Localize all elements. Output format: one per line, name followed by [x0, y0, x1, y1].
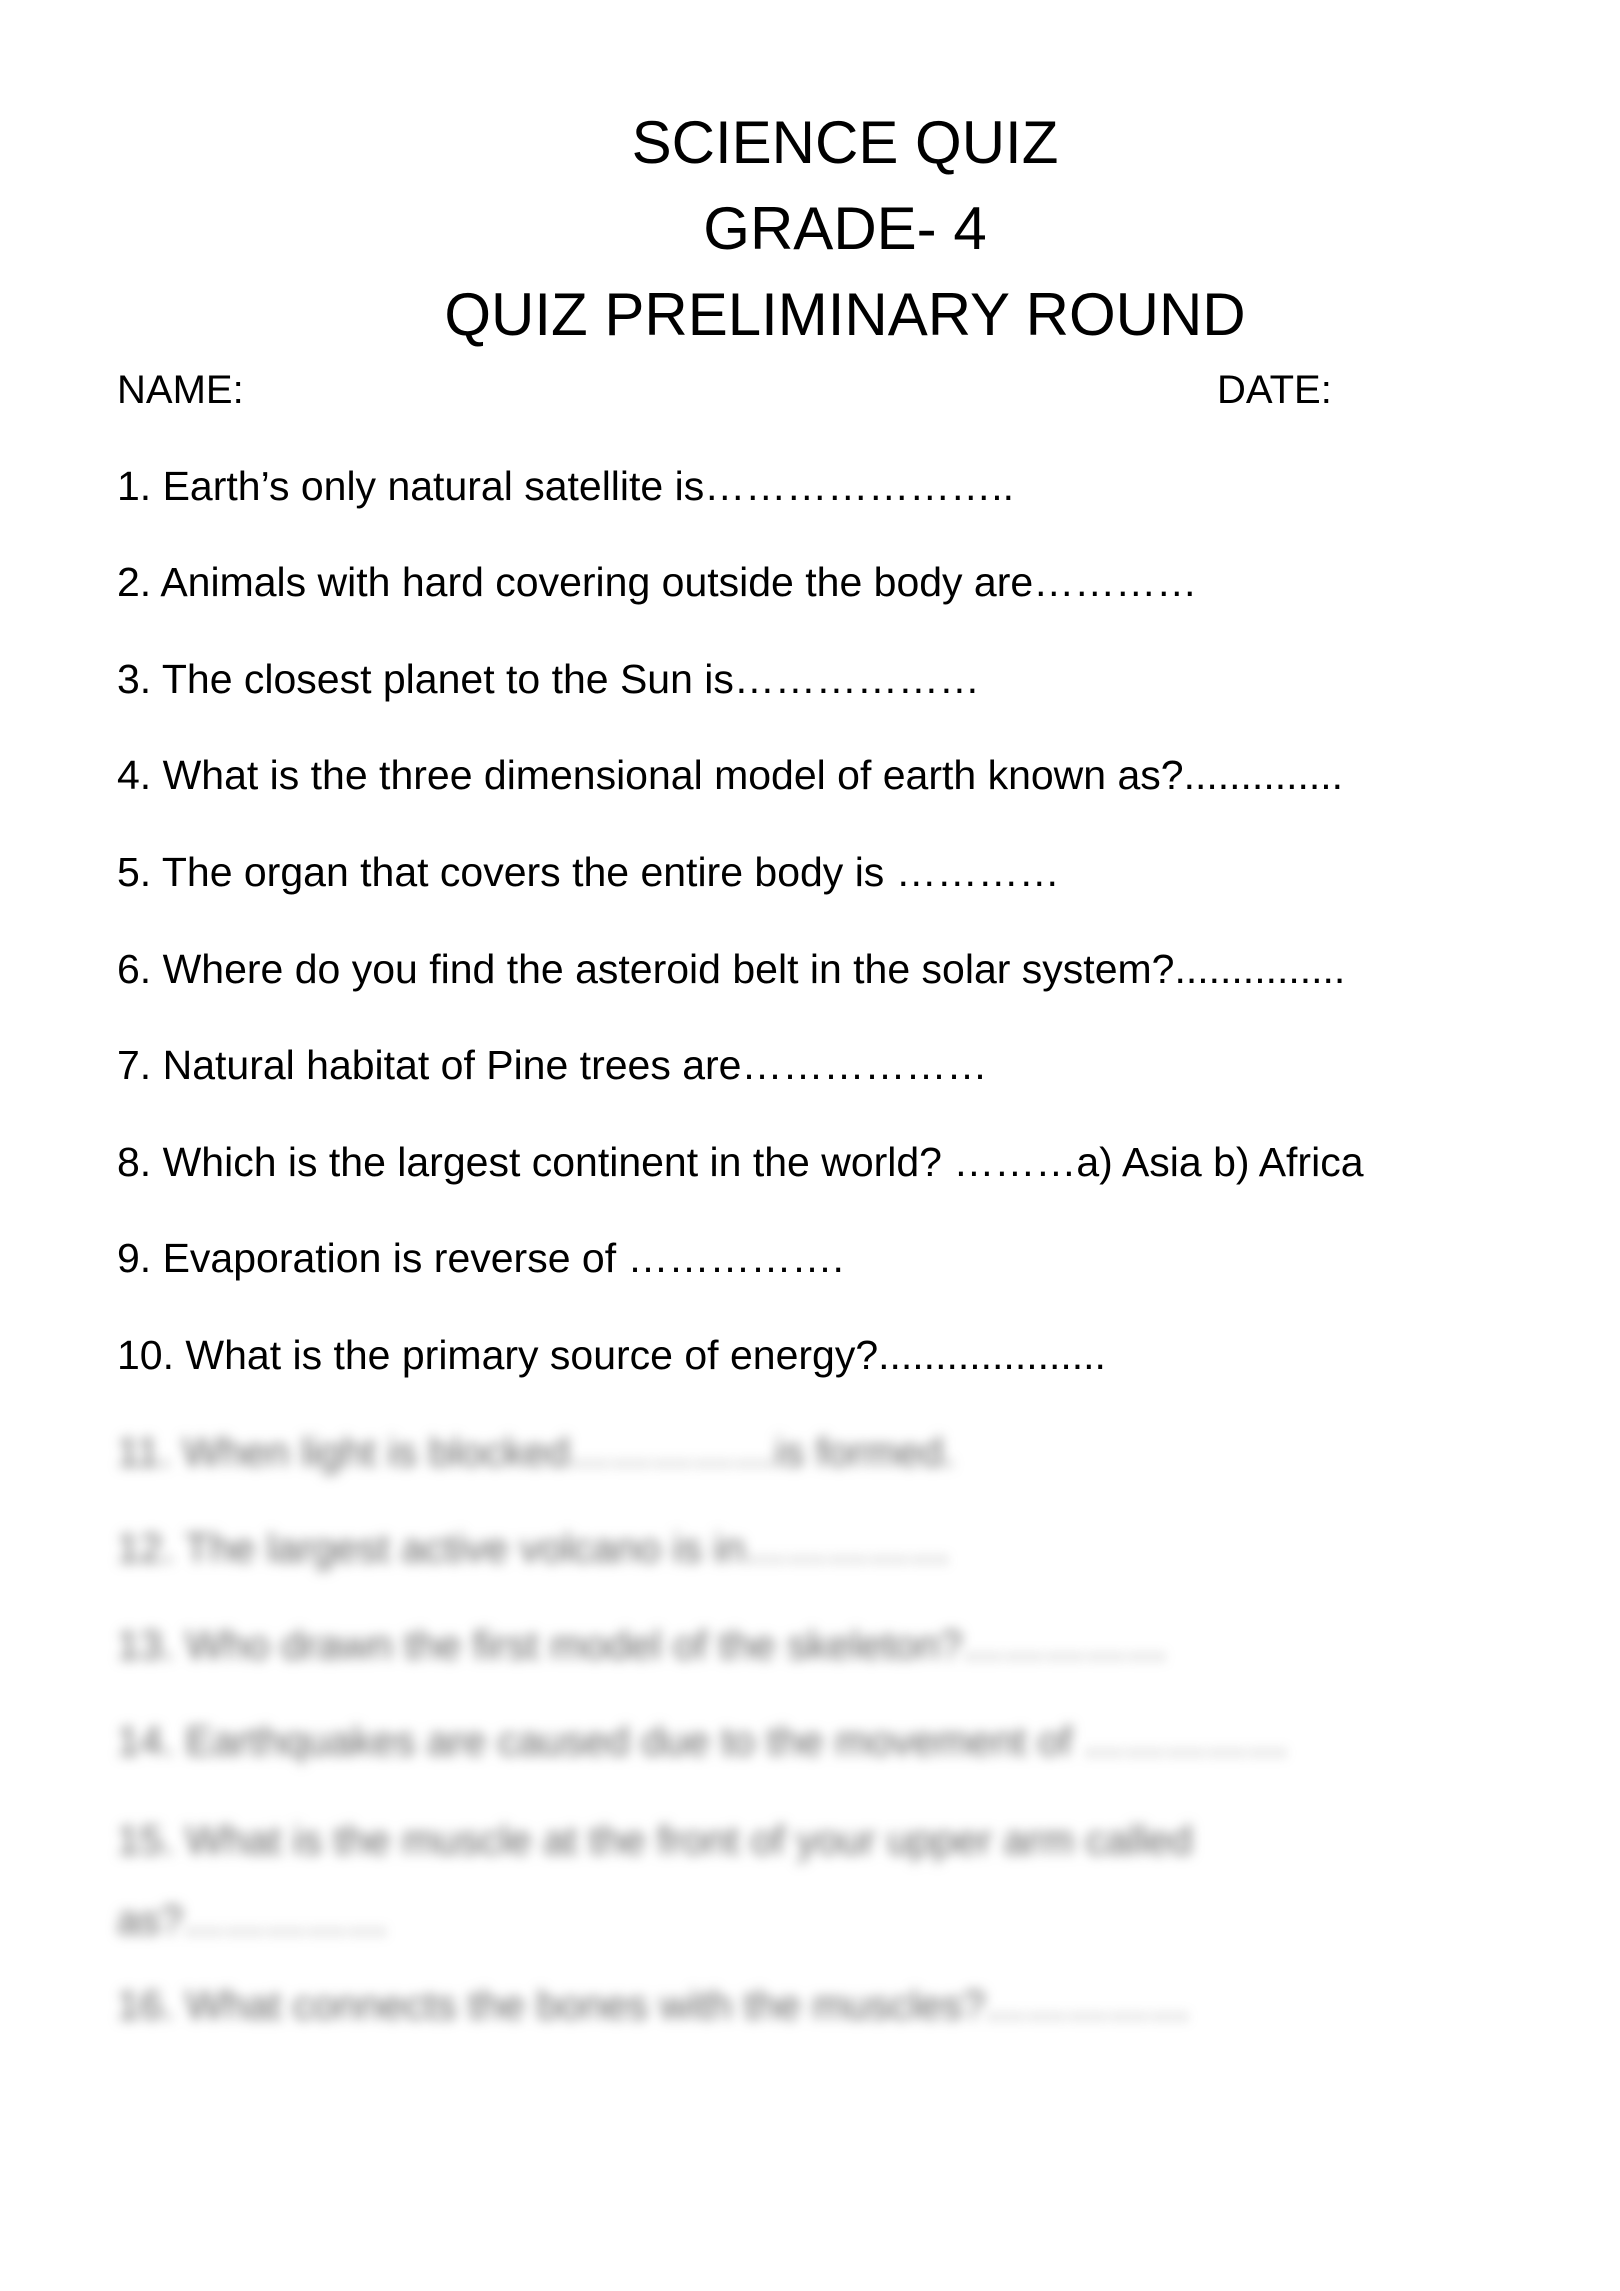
- quiz-title: SCIENCE QUIZ: [631, 109, 1059, 176]
- title-block: [0, 100, 1620, 358]
- question-13: 13. Who drawn the first model of the skeleton?……………: [117, 1622, 1168, 1668]
- question-14: 14. Earthquakes are caused due to the movement of ……………: [117, 1718, 1289, 1764]
- question-16: 16. What connects the bones with the muscles?……………: [117, 1982, 1191, 2028]
- question-7: 7. Natural habitat of Pine trees are………………: [117, 1042, 988, 1088]
- question-5: 5. The organ that covers the entire body is …………: [117, 849, 1060, 895]
- question-10: 10. What is the primary source of energy?....................: [117, 1332, 1106, 1378]
- question-12: 12. The largest active volcano is in……………: [117, 1525, 951, 1571]
- question-6: 6. Where do you find the asteroid belt in the solar system?...............: [117, 946, 1346, 992]
- question-8: 8. Which is the largest continent in the world? ………a) Asia b) Africa: [117, 1139, 1364, 1185]
- date-label: DATE:: [1217, 368, 1332, 412]
- question-2: 2. Animals with hard covering outside the body are…………: [117, 559, 1198, 605]
- question-4: 4. What is the three dimensional model of earth known as?..............: [117, 752, 1344, 798]
- question-15: 15. What is the muscle at the front of your upper arm called as?……………: [117, 1817, 1193, 1943]
- round-heading: QUIZ PRELIMINARY ROUND: [444, 281, 1246, 348]
- grade-heading: GRADE- 4: [703, 195, 987, 262]
- question-11: 11. When light is blocked……………is formed.: [117, 1429, 955, 1475]
- question-9: 9. Evaporation is reverse of …………….: [117, 1235, 844, 1281]
- question-3: 3. The closest planet to the Sun is………………: [117, 656, 980, 702]
- name-date-row: [117, 360, 1337, 420]
- name-label: NAME:: [117, 368, 244, 412]
- question-1: 1. Earth’s only natural satellite is…………………..: [117, 463, 1014, 509]
